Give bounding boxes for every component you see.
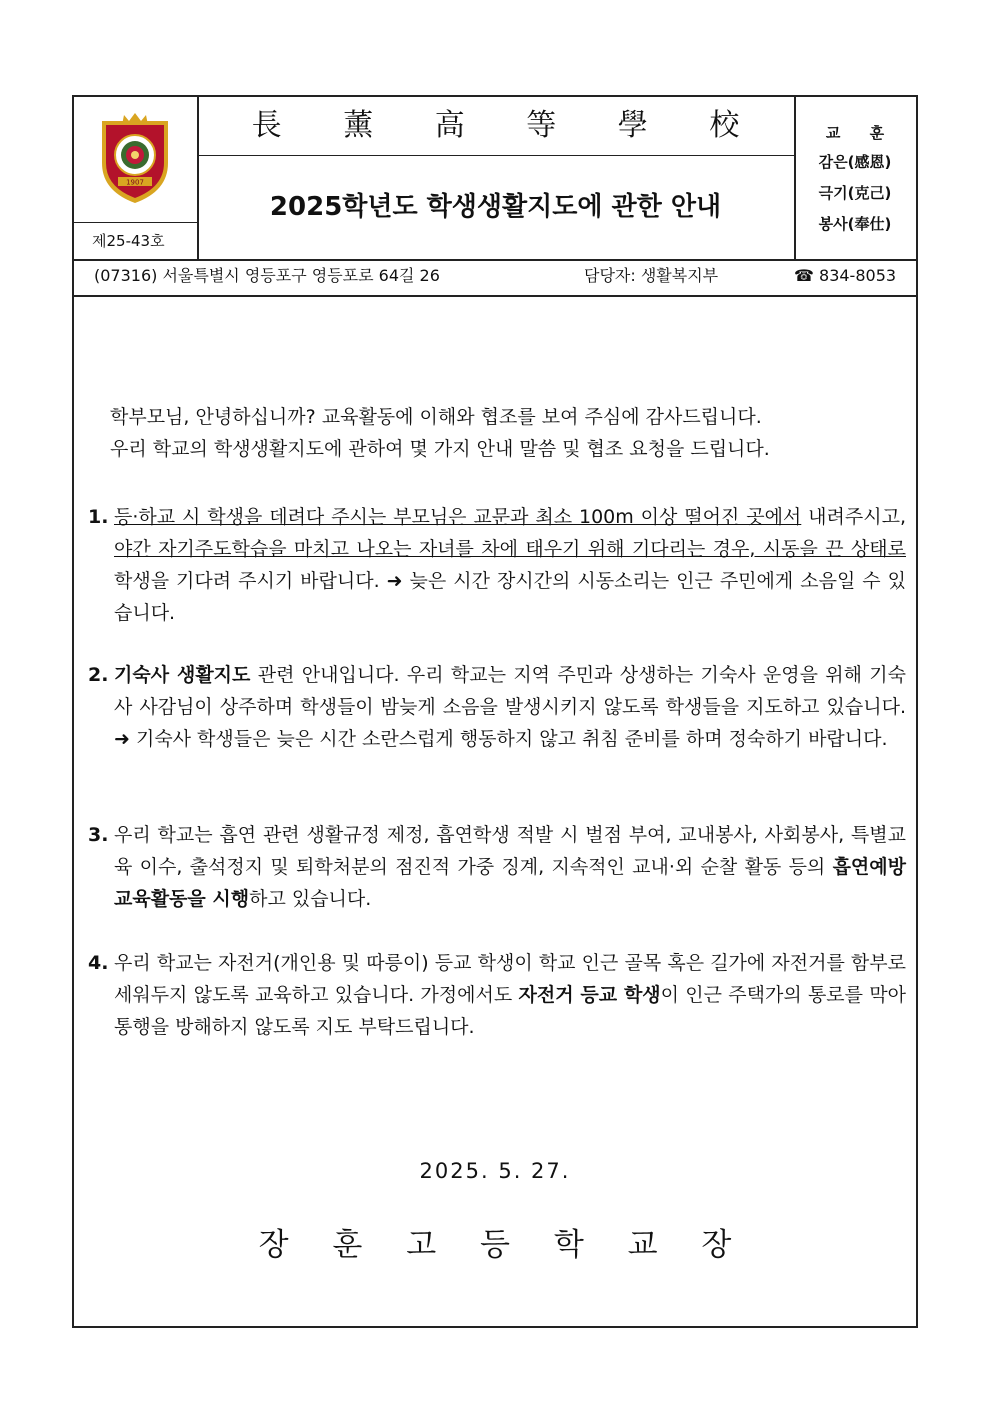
school-name: 長 薰 高 等 學 校 <box>197 97 794 156</box>
greeting-line: 우리 학교의 학생생활지도에 관하여 몇 가지 안내 말씀 및 협조 요청을 드립니다. <box>110 438 770 460</box>
school-emblem-icon <box>96 111 174 205</box>
bold-text: 기숙사 생활지도 <box>114 664 251 686</box>
motto-item: 봉사(奉仕) <box>818 215 892 233</box>
contact-person: 담당자: 생활복지부 <box>584 266 719 285</box>
item-text: 학생을 기다려 주시기 바랍니다. ➜ 늦은 시간 장시간의 시동소리는 인근 주민에게 소음일 수 있습니다. <box>114 570 906 624</box>
item-number: 1. <box>88 506 109 528</box>
bold-text: 흡연예방 교육활동을 시행 <box>114 856 906 910</box>
emblem-year: 1907 <box>126 178 144 187</box>
item-text: 우리 학교는 자전거(개인용 및 따릉이) 등교 학생이 학교 인근 골목 혹은 길가에 자전거를 함부로 세워두지 않도록 교육하고 있습니다. 가정에서도 <box>114 952 906 1006</box>
item-text: 하고 있습니다. <box>249 888 372 910</box>
notice-item-4 <box>88 947 906 1043</box>
doc-number: 제25-43호 <box>74 222 197 259</box>
logo-cell <box>74 97 199 259</box>
document-title: 2025학년도 학생생활지도에 관한 안내 <box>269 192 722 222</box>
item-text: 관련 안내입니다. 우리 학교는 지역 주민과 상생하는 기숙사 운영을 위해 기숙사 사감님이 상주하며 학생들이 밤늦게 소음을 발생시키지 않도록 학생들을 지도하고 있습니다. ➜ 기숙사 학생들은 늦은 시간 소란스럽게 행동하지 않고 취침 준비를 하며 정숙하기 바랍니다. <box>114 664 907 750</box>
bold-text: 자전거 등교 학생 <box>518 984 661 1006</box>
item-number: 4. <box>88 952 109 974</box>
greeting-line: 학부모님, 안녕하십니까? 교육활동에 이해와 협조를 보여 주심에 감사드립니다. <box>110 406 762 428</box>
motto-item: 극기(克己) <box>818 184 892 202</box>
notice-item-1 <box>88 501 906 629</box>
item-text: 우리 학교는 흡연 관련 생활규정 제정, 흡연학생 적발 시 벌점 부여, 교내봉사, 사회봉사, 특별교육 이수, 출석정지 및 퇴학처분의 점진적 가중 징계, 지속적인 교내·외 순찰 활동 등의 <box>114 824 906 878</box>
notice-item-2 <box>88 659 906 755</box>
item-number: 3. <box>88 824 109 846</box>
item-number: 2. <box>88 664 109 686</box>
greeting <box>110 401 900 465</box>
school-motto <box>794 97 916 259</box>
notice-item-3 <box>88 819 906 915</box>
motto-item: 감은(感恩) <box>818 153 892 171</box>
issue-date: 2025. 5. 27. <box>419 1159 571 1183</box>
document-frame <box>72 95 918 1328</box>
principal-signature: 장 훈 고 등 학 교 장 <box>258 1227 749 1263</box>
item-text: 이 인근 주택가의 통로를 막아 통행을 방해하지 않도록 지도 부탁드립니다. <box>114 984 906 1038</box>
title-cell <box>197 97 796 259</box>
item-text: 내려주시고, <box>801 506 906 528</box>
motto-title: 교 훈 <box>825 124 897 142</box>
address-row <box>74 259 916 297</box>
phone-number: ☎ 834-8053 <box>794 266 897 285</box>
school-address: (07316) 서울특별시 영등포구 영등포로 64길 26 <box>94 266 440 285</box>
underlined-text: 등·하교 시 학생을 데려다 주시는 부모님은 교문과 최소 100m 이상 떨어진 곳에서 <box>114 506 802 528</box>
underlined-text: 야간 자기주도학습을 마치고 나오는 자녀를 차에 태우기 위해 기다리는 경우, 시동을 끈 상태로 <box>114 538 906 560</box>
letterhead <box>74 97 916 261</box>
